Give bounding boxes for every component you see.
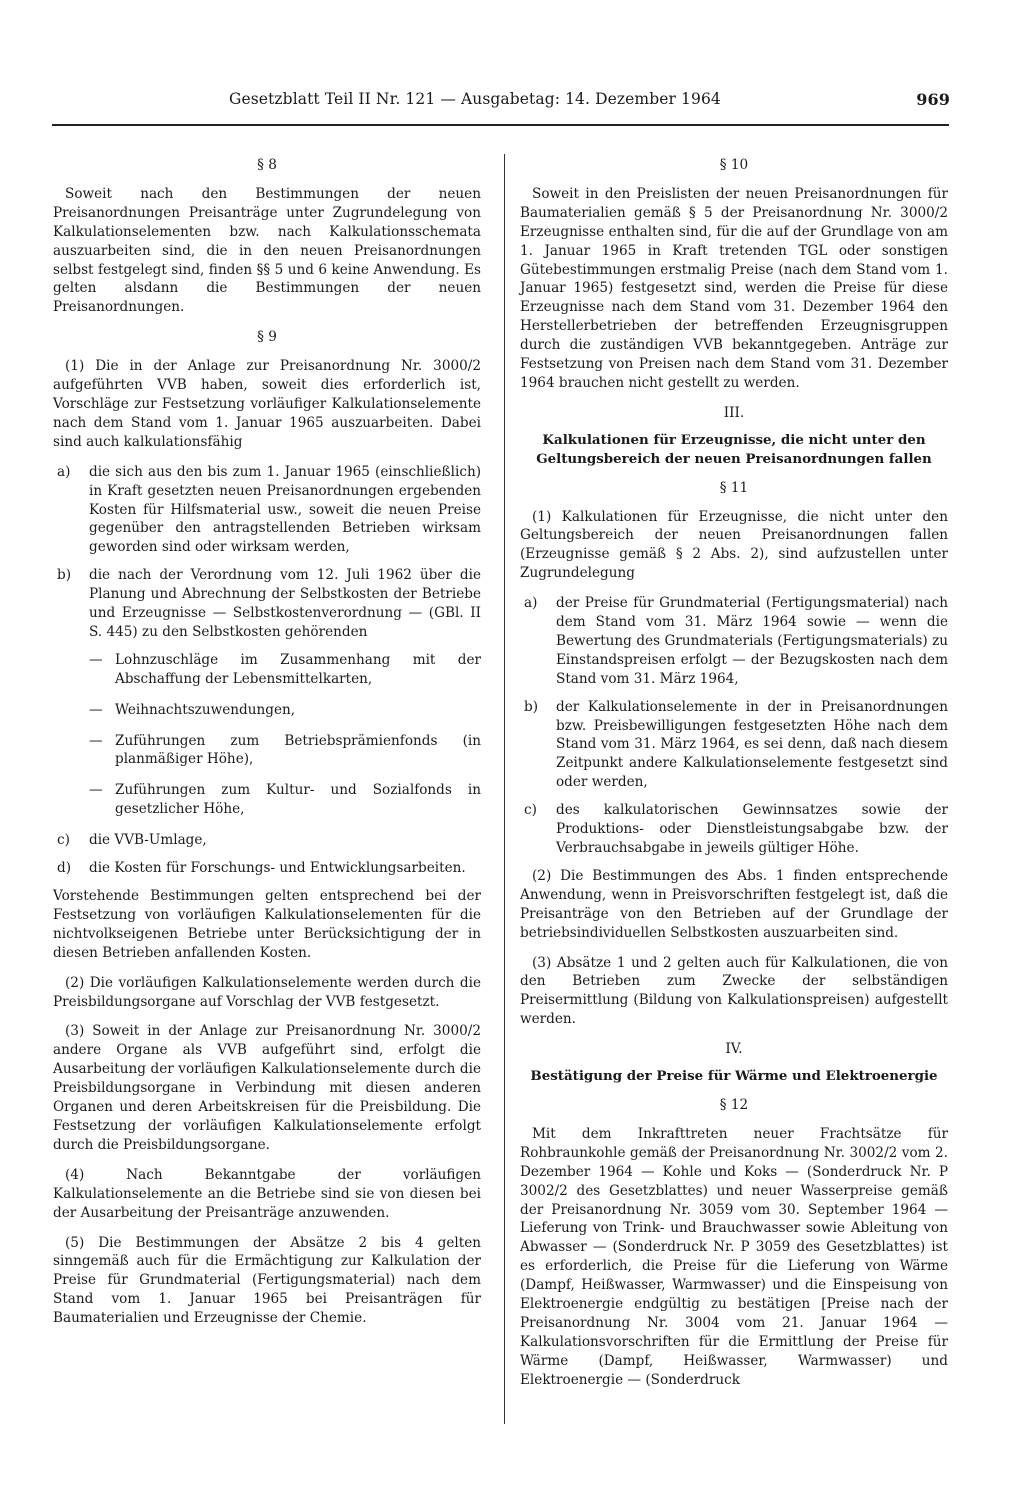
header-rule bbox=[52, 124, 949, 126]
section-12-text: Mit dem Inkrafttreten neuer Frachtsätze für Rohbraunkohle gemäß der Preisanordnung Nr. 3002/2 vom 2. Dezember 1964 — Kohle und Koks — (Sonderdruck Nr. P 3002/2 des Gesetzblattes) und neuer Wasserpreise gemäß der Preisanordnung Nr. 3059 vom 30. September 1964 — Lieferung von Trink- und Brauchwasser sowie Ableitung von Abwasser — (Sonderdruck Nr. P 3059 des Gesetzblattes) ist es erforderlich, die Preise für die Lieferung von Wärme (Dampf, Heißwasser, Warmwasser) und die Einspeisung von Elektroenergie endgültig zu bestätigen [Preise nach der Preisanordnung Nr. 3004 vom 21. Januar 1964 — Kalkulationsvorschriften für die Ermittlung der Preise für Wärme (Dampf, Heißwasser, Warmwasser) und Elektroenergie — (Sonderdruck bbox=[520, 1125, 948, 1388]
section-8-heading: § 8 bbox=[257, 157, 277, 173]
list-item-text: die sich aus den bis zum 1. Januar 1965 (einschließlich) in Kraft gesetzten neuen Preisanordnungen ergebenden Kosten für Hilfsmaterial usw., soweit die neuen Preise gegenüber den antragstellenden Betrieben wirksam geworden sind oder wirksam werden, bbox=[89, 463, 481, 556]
dash-mark: — bbox=[89, 701, 103, 718]
list-item-b bbox=[53, 566, 481, 642]
list-item-a bbox=[53, 463, 481, 558]
dash-mark: — bbox=[89, 651, 103, 668]
right-column bbox=[520, 156, 948, 1401]
section-10-heading: § 10 bbox=[719, 157, 749, 173]
section-12-heading: § 12 bbox=[719, 1096, 749, 1113]
left-column bbox=[53, 156, 481, 1339]
list-item-c bbox=[520, 801, 948, 858]
section-11-heading: § 11 bbox=[719, 479, 749, 496]
section-9-paragraph-1: (1) Die in der Anlage zur Preisanordnung Nr. 3000/2 aufgeführten VVB haben, soweit dies erforderlich ist, Vorschläge zur Festsetzung vorläufiger Kalkulationselemente nach dem Stand vom 1. Januar 1965 auszuarbeiten. Dabei sind auch kalkulationsfähig bbox=[53, 358, 481, 450]
section-9-closing-text: Vorstehende Bestimmungen gelten entsprechend bei der Festsetzung von vorläufigen Kalkulationselementen für die nichtvolkseigenen Betriebe unter Berücksichtigung der in diesen Betrieben anfallenden Kosten. bbox=[53, 888, 481, 961]
dash-item-2 bbox=[53, 701, 481, 720]
page-number: 969 bbox=[916, 90, 950, 109]
section-9-paragraph-3: (3) Soweit in der Anlage zur Preisanordnung Nr. 3000/2 andere Organe als VVB aufgeführt sind, erfolgt die Ausarbeitung der vorläufigen Kalkulationselemente durch die Preisbildungsorgane in Verbindung mit diesen anderen Organen und deren Arbeitskreisen für die Preisbildung. Die Festsetzung der vorläufigen Kalkulationselemente erfolgt durch die Preisbildungsorgane. bbox=[53, 1023, 481, 1153]
list-item-text: der Preise für Grundmaterial (Fertigungsmaterial) nach dem Stand vom 31. März 1964 sowie — wenn die Bewertung des Grundmaterials (Fertigungsmaterials) zu Einstandspreisen erfolgt — der Bezugskosten nach dem Stand vom 31. März 1964, bbox=[556, 595, 948, 687]
page-header bbox=[52, 90, 952, 114]
list-item-text: die nach der Verordnung vom 12. Juli 1962 über die Planung und Abrechnung der Selbstkosten der Betriebe und Erzeugnisse — Selbstkostenverordnung — (GBl. II S. 445) zu den Selbstkosten gehörenden bbox=[89, 567, 481, 640]
part-4-numeral: IV. bbox=[725, 1041, 743, 1058]
list-item-text: der Kalkulationselemente in der in Preisanordnungen bzw. Preisbewilligungen festgesetzten Höhe nach dem Stand vom 31. März 1964, es sei denn, daß nach diesem Zeitpunkt andere Kalkulationselemente festgesetzt sind oder werden, bbox=[556, 698, 948, 791]
list-item-text: die VVB-Umlage, bbox=[89, 832, 207, 849]
column-divider bbox=[504, 154, 505, 1424]
dash-item-4 bbox=[53, 781, 481, 819]
section-9-paragraph-2: (2) Die vorläufigen Kalkulationselemente werden durch die Preisbildungsorgane auf Vorschlag der VVB festgesetzt. bbox=[53, 974, 481, 1010]
section-11-paragraph-1: (1) Kalkulationen für Erzeugnisse, die nicht unter den Geltungsbereich der neuen Preisanordnungen fallen (Erzeugnisse gemäß § 2 Abs. 2), sind aufzustellen unter Zugrundelegung bbox=[520, 508, 948, 582]
list-item-a bbox=[520, 594, 948, 689]
list-item-label: d) bbox=[57, 860, 72, 877]
dash-item-text: Zuführungen zum Kultur- und Sozialfonds in gesetzlicher Höhe, bbox=[115, 782, 481, 818]
list-item-text: die Kosten für Forschungs- und Entwicklungsarbeiten. bbox=[89, 860, 466, 877]
section-9-paragraph-5: (5) Die Bestimmungen der Absätze 2 bis 4 gelten sinngemäß auch für die Ermächtigung zur Kalkulation der Preise für Grundmaterial (Fertigungsmaterial) nach dem Stand vom 1. Januar 1965 bei Preisanträgen für Baumaterialien und Erzeugnisse der Chemie. bbox=[53, 1234, 481, 1327]
dash-item-text: Lohnzuschläge im Zusammenhang mit der Abschaffung der Lebensmittelkarten, bbox=[115, 651, 481, 687]
list-item-label: b) bbox=[57, 567, 72, 584]
part-3-title: Kalkulationen für Erzeugnisse, die nicht unter den Geltungsbereich der neuen Preisanordnungen fallen bbox=[536, 431, 932, 467]
section-11-paragraph-2: (2) Die Bestimmungen des Abs. 1 finden entsprechende Anwendung, wenn in Preisvorschriften festgelegt ist, daß die Preisanträge von den Betrieben auf der Grundlage der betriebsindividuellen Selbstkosten auszuarbeiten sind. bbox=[520, 867, 948, 941]
section-10-text: Soweit in den Preislisten der neuen Preisanordnungen für Baumaterialien gemäß § 5 der Preisanordnung Nr. 3000/2 Erzeugnisse enthalten sind, für die auf der Grundlage von am 1. Januar 1965 in Kraft tretenden TGL oder sonstigen Gütebestimmungen erstmalig Preise (nach dem Stand vom 1. Januar 1965) festgesetzt sind, werden die Preise für diese Erzeugnisse nach dem Stand vom 31. Dezember 1964 den Herstellerbetrieben der betreffenden Erzeugnisgruppen durch die zuständigen VVB bekanntgegeben. Anträge zur Festsetzung von Preisen nach dem Stand vom 31. Dezember 1964 brauchen nicht gestellt zu werden. bbox=[520, 185, 948, 391]
list-item-label: a) bbox=[57, 463, 71, 480]
dash-mark: — bbox=[89, 782, 103, 799]
dash-item-text: Zuführungen zum Betriebsprämienfonds (in planmäßiger Höhe), bbox=[115, 732, 481, 768]
list-item-label: a) bbox=[524, 595, 538, 612]
section-9-paragraph-4: (4) Nach Bekanntgabe der vorläufigen Kalkulationselemente an die Betriebe sind sie von diesen bei der Ausarbeitung der Preisanträge anzuwenden. bbox=[53, 1166, 481, 1221]
dash-item-1 bbox=[53, 651, 481, 689]
section-8-text: Soweit nach den Bestimmungen der neuen Preisanordnungen Preisanträge unter Zugrundelegung von Kalkulationselementen bzw. nach Kalkulationsschemata auszuarbeiten sind, die in den neuen Preisanordnungen selbst festgelegt sind, finden §§ 5 und 6 keine Anwendung. Es gelten alsdann die Bestimmungen der neuen Preisanordnungen. bbox=[53, 185, 481, 316]
list-item-label: c) bbox=[524, 802, 537, 819]
header-title: Gesetzblatt Teil II Nr. 121 — Ausgabetag: 14. Dezember 1964 bbox=[229, 90, 721, 108]
section-11-paragraph-3: (3) Absätze 1 und 2 gelten auch für Kalkulationen, die von den Betrieben zum Zwecke der selbständigen Preisermittlung (Bildung von Kalkulationspreisen) aufgestellt werden. bbox=[520, 954, 948, 1028]
list-item-label: c) bbox=[57, 832, 70, 849]
list-item-d bbox=[53, 859, 481, 878]
list-item-b bbox=[520, 698, 948, 793]
dash-item-text: Weihnachtszuwendungen, bbox=[115, 701, 296, 718]
list-item-label: b) bbox=[524, 698, 539, 715]
dash-item-3 bbox=[53, 732, 481, 770]
part-3-numeral: III. bbox=[723, 404, 745, 421]
dash-mark: — bbox=[89, 732, 103, 749]
part-4-title: Bestätigung der Preise für Wärme und Elektroenergie bbox=[530, 1068, 938, 1085]
section-9-heading: § 9 bbox=[257, 329, 277, 346]
list-item-text: des kalkulatorischen Gewinnsatzes sowie der Produktions- oder Dienstleistungsabgabe bzw. der Verbrauchsabgabe in jeweils gültiger Höhe. bbox=[556, 802, 948, 856]
list-item-c bbox=[53, 831, 481, 850]
